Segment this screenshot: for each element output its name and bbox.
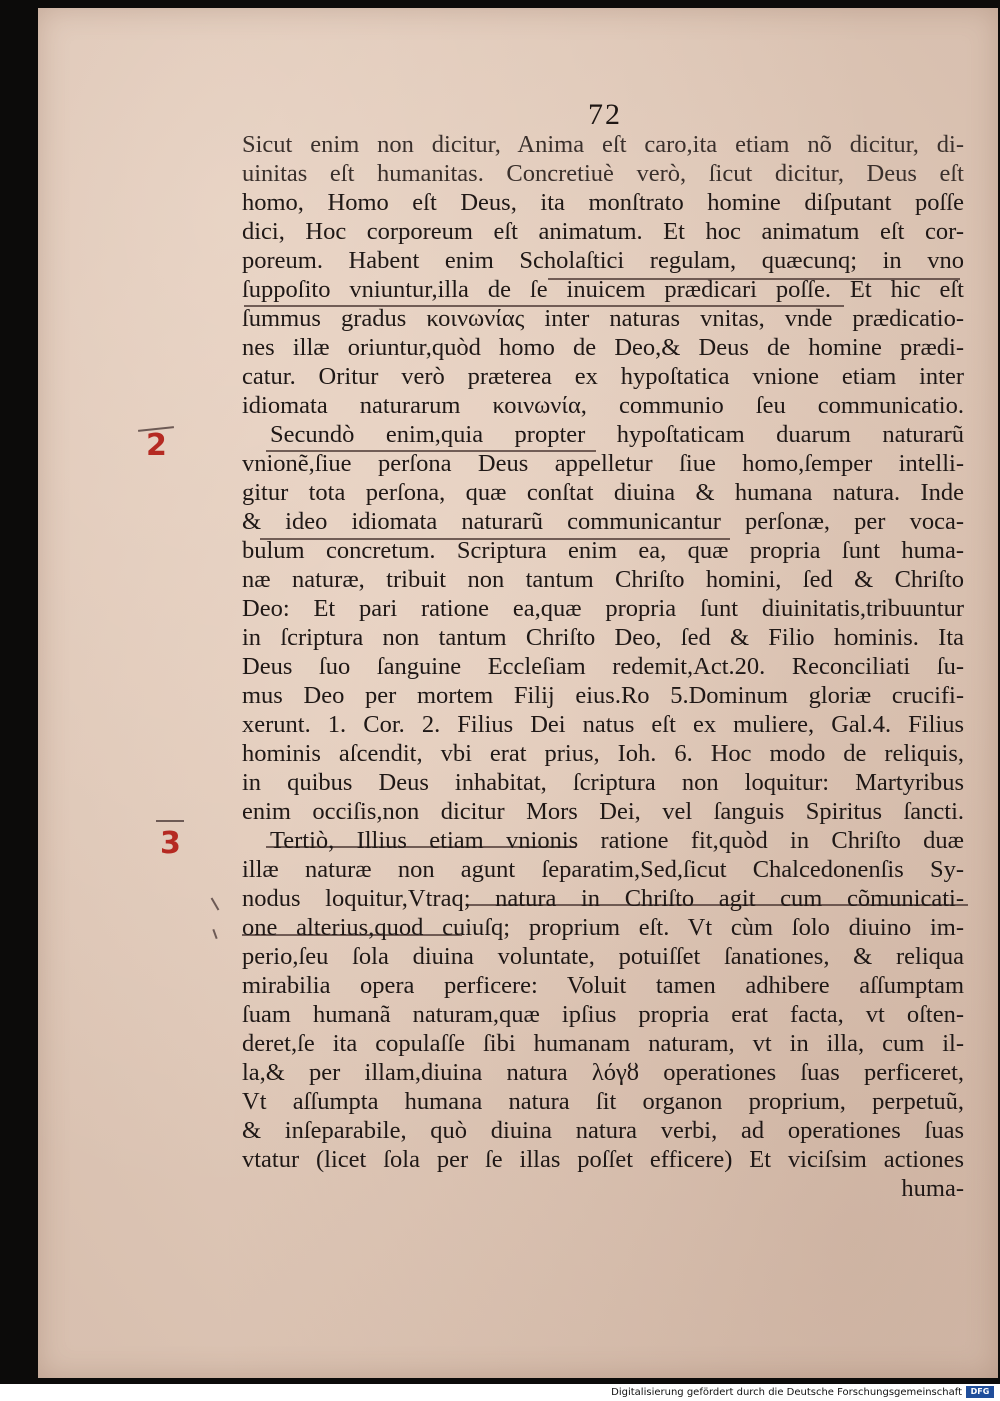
text-line: la,& per illam,diuina natura λόγȣ operationes ſuas perficeret, <box>242 1059 964 1086</box>
margin-stroke-3 <box>156 820 184 822</box>
text-line: in ſcriptura non tantum Chriſto Deo, ſed & Filio hominis. Ita <box>242 624 964 651</box>
catchword: huma- <box>901 1175 964 1202</box>
footer-credit: Digitalisierung gefördert durch die Deutsche Forschungsgemeinschaft <box>611 1387 962 1398</box>
text-line: homo, Homo eſt Deus, ita monſtrato homine diſputant poſſe <box>242 189 964 216</box>
text-line: deret,ſe ita copulaſſe ſibi humanam naturam, vt in illa, cum il- <box>242 1030 964 1057</box>
text-line: Sicut enim non dicitur, Anima eſt caro,ita etiam nõ dicitur, di- <box>242 131 964 158</box>
text-line: uinitas eſt humanitas. Concretiuè verò, ſicut dicitur, Deus eſt <box>242 160 964 187</box>
dfg-logo: DFG <box>966 1386 994 1398</box>
text-line: vnionẽ,ſiue perſona Deus appelletur ſiue homo,ſemper intelli- <box>242 450 964 477</box>
text-line: vtatur (licet ſola per ſe illas poſſet efficere) Et viciſsim actiones <box>242 1146 964 1173</box>
text-line: illæ naturæ non agunt ſeparatim,Sed,ſicut Chalcedonenſis Sy- <box>242 856 964 883</box>
text-line: dici, Hoc corporeum eſt animatum. Et hoc animatum eſt cor- <box>242 218 964 245</box>
text-body <box>242 130 964 1203</box>
margin-scribble-2 <box>212 929 217 939</box>
text-line: mus Deo per mortem Filij eius.Ro 5.Dominum gloriæ crucifi- <box>242 682 964 709</box>
text-line: nodus loquitur,Vtraq; natura in Chriſto agit cum cõmunicati- <box>242 885 964 912</box>
text-line: nes illæ oriuntur,quòd homo de Deo,& Deus de homine prædi- <box>242 334 964 361</box>
text-line: catur. Oritur verò præterea ex hypoſtatica vnione etiam inter <box>242 363 964 390</box>
text-line: ſuam humanã naturam,quæ ipſius propria erat facta, vt oſten- <box>242 1001 964 1028</box>
text-line: ſuppoſito vniuntur,illa de ſe inuicem prædicari poſſe. Et hic eſt <box>242 276 964 303</box>
margin-note-2: 2 <box>146 428 167 463</box>
text-line: poreum. Habent enim Scholaſtici regulam, quæcunq; in vno <box>242 247 964 274</box>
text-line: næ naturæ, tribuit non tantum Chriſto homini, ſed & Chriſto <box>242 566 964 593</box>
digitization-footer <box>0 1384 1000 1401</box>
text-line: Vt aſſumpta humana natura ſit organon proprium, perpetuũ, <box>242 1088 964 1115</box>
text-line: one alterius,quod cuiuſq; proprium eſt. Vt cùm ſolo diuino im- <box>242 914 964 941</box>
text-line: in quibus Deus inhabitat, ſcriptura non loquitur: Martyribus <box>242 769 964 796</box>
text-line: & inſeparabile, quò diuina natura verbi, ad operationes ſuas <box>242 1117 964 1144</box>
text-line: bulum concretum. Scriptura enim ea, quæ propria ſunt huma- <box>242 537 964 564</box>
text-line: mirabilia opera perficere: Voluit tamen adhibere aſſumptam <box>242 972 964 999</box>
text-line: Tertiò, Illius etiam vnionis ratione fit,quòd in Chriſto duæ <box>270 827 964 854</box>
text-line: hominis aſcendit, vbi erat prius, Ioh. 6. Hoc modo de reliquis, <box>242 740 964 767</box>
text-line: Secundò enim,quia propter hypoſtaticam duarum naturarũ <box>270 421 964 448</box>
text-line: idiomata naturarum κοινωνία, communio ſeu communicatio. <box>242 392 964 419</box>
margin-note-3: 3 <box>160 826 181 861</box>
text-line: perio,ſeu ſola diuina voluntate, potuiſſet ſanationes, & reliqua <box>242 943 964 970</box>
page-number: 72 <box>588 98 622 131</box>
text-line: & ideo idiomata naturarũ communicantur perſonæ, per voca- <box>242 508 964 535</box>
text-line: gitur tota perſona, quæ conſtat diuina & humana natura. Inde <box>242 479 964 506</box>
text-line: ſummus gradus κοινωνίας inter naturas vnitas, vnde prædicatio- <box>242 305 964 332</box>
margin-scribble <box>211 897 220 910</box>
text-line: enim occiſis,non dicitur Mors Dei, vel ſanguis Spiritus ſancti. <box>242 798 964 825</box>
text-line: xerunt. 1. Cor. 2. Filius Dei natus eſt ex muliere, Gal.4. Filius <box>242 711 964 738</box>
text-line: Deus ſuo ſanguine Eccleſiam redemit,Act.20. Reconciliati ſu- <box>242 653 964 680</box>
text-line: Deo: Et pari ratione ea,quæ propria ſunt diuinitatis,tribuuntur <box>242 595 964 622</box>
